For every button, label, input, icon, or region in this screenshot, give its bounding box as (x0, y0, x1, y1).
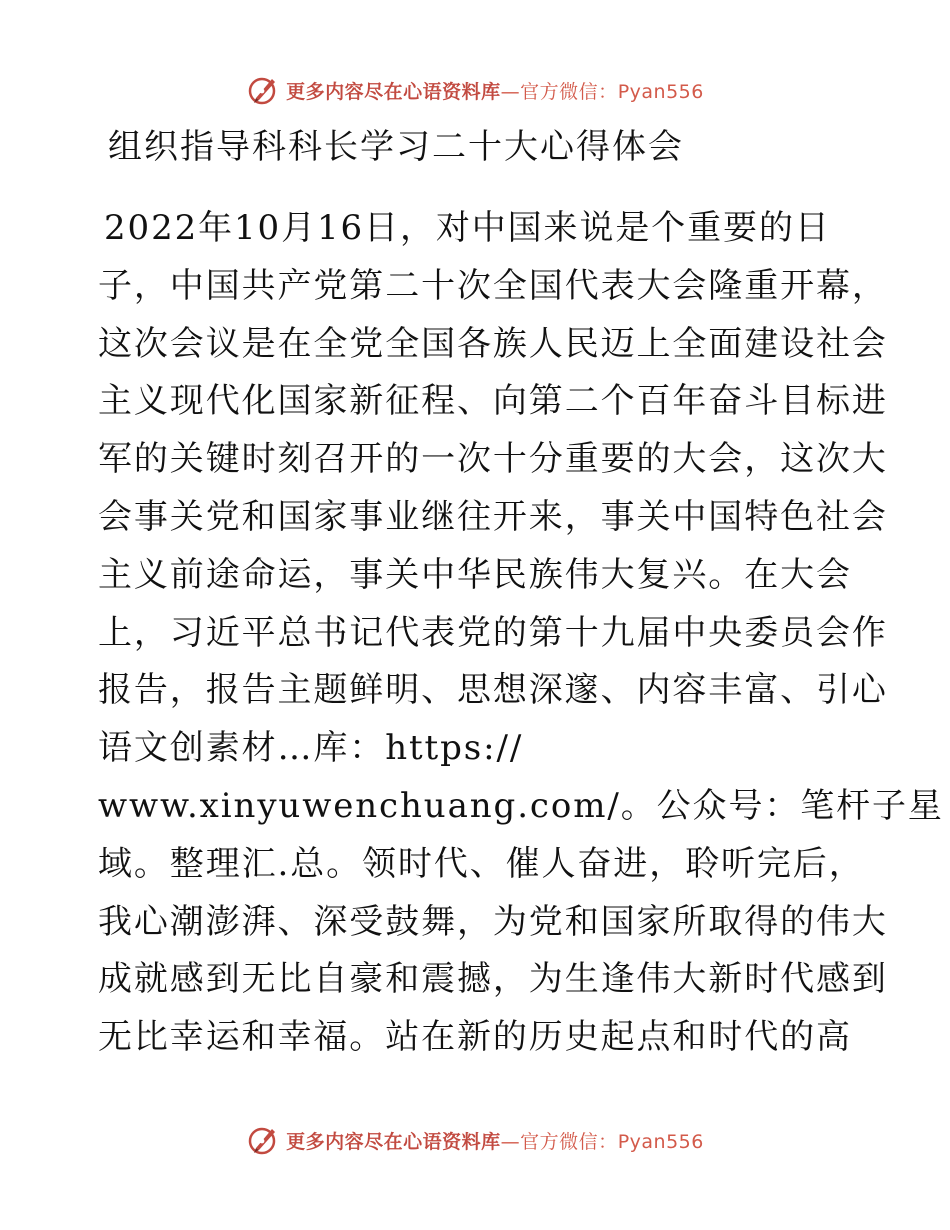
watermark-separator-text: —官方微信： (500, 80, 618, 103)
body-line: 我心潮澎湃、深受鼓舞，为党和国家所取得的伟大 (98, 901, 888, 942)
watermark-main-text: 更多内容尽在心语资料库 (286, 80, 501, 103)
body-line: 主义前途命运，事关中华民族伟大复兴。在大会 (98, 554, 852, 595)
watermark-wechat-id: Pyan556 (617, 80, 704, 103)
footer-watermark (0, 1120, 950, 1160)
document-title: 组织指导科科长学习二十大心得体会 (108, 127, 684, 167)
body-line: 军的关键时刻召开的一次十分重要的大会，这次大 (98, 439, 888, 480)
body-line: 子，中国共产党第二十次全国代表大会隆重开幕， (98, 265, 888, 306)
quill-pen-logo-icon (246, 1123, 280, 1157)
watermark-separator-text: —官方微信： (500, 1130, 618, 1153)
watermark-wechat-id: Pyan556 (617, 1130, 704, 1153)
body-line: 无比幸运和幸福。站在新的历史起点和时代的高 (98, 1017, 852, 1058)
body-line: www.xinyuwenchuang.com/。公众号：笔杆子星 (98, 785, 944, 826)
body-line: 上，习近平总书记代表党的第十九届中央委员会作 (98, 612, 888, 653)
header-watermark (0, 70, 950, 110)
body-line: 这次会议是在全党全国各族人民迈上全面建设社会 (98, 323, 888, 364)
body-line: 主义现代化国家新征程、向第二个百年奋斗目标进 (98, 381, 888, 422)
body-line: 语文创素材…库：https:// (98, 728, 524, 769)
quill-pen-logo-icon (246, 73, 280, 107)
body-line: 会事关党和国家事业继往开来，事关中国特色社会 (98, 496, 888, 537)
body-line: 2022年10月16日，对中国来说是个重要的日 (104, 208, 831, 248)
document-body (98, 200, 944, 1067)
body-line: 报告，报告主题鲜明、思想深邃、内容丰富、引心 (98, 670, 888, 711)
body-line: 成就感到无比自豪和震撼，为生逢伟大新时代感到 (98, 959, 888, 1000)
body-line: 域。整理汇.总。领时代、催人奋进，聆听完后， (98, 843, 865, 884)
watermark-main-text: 更多内容尽在心语资料库 (286, 1130, 501, 1153)
